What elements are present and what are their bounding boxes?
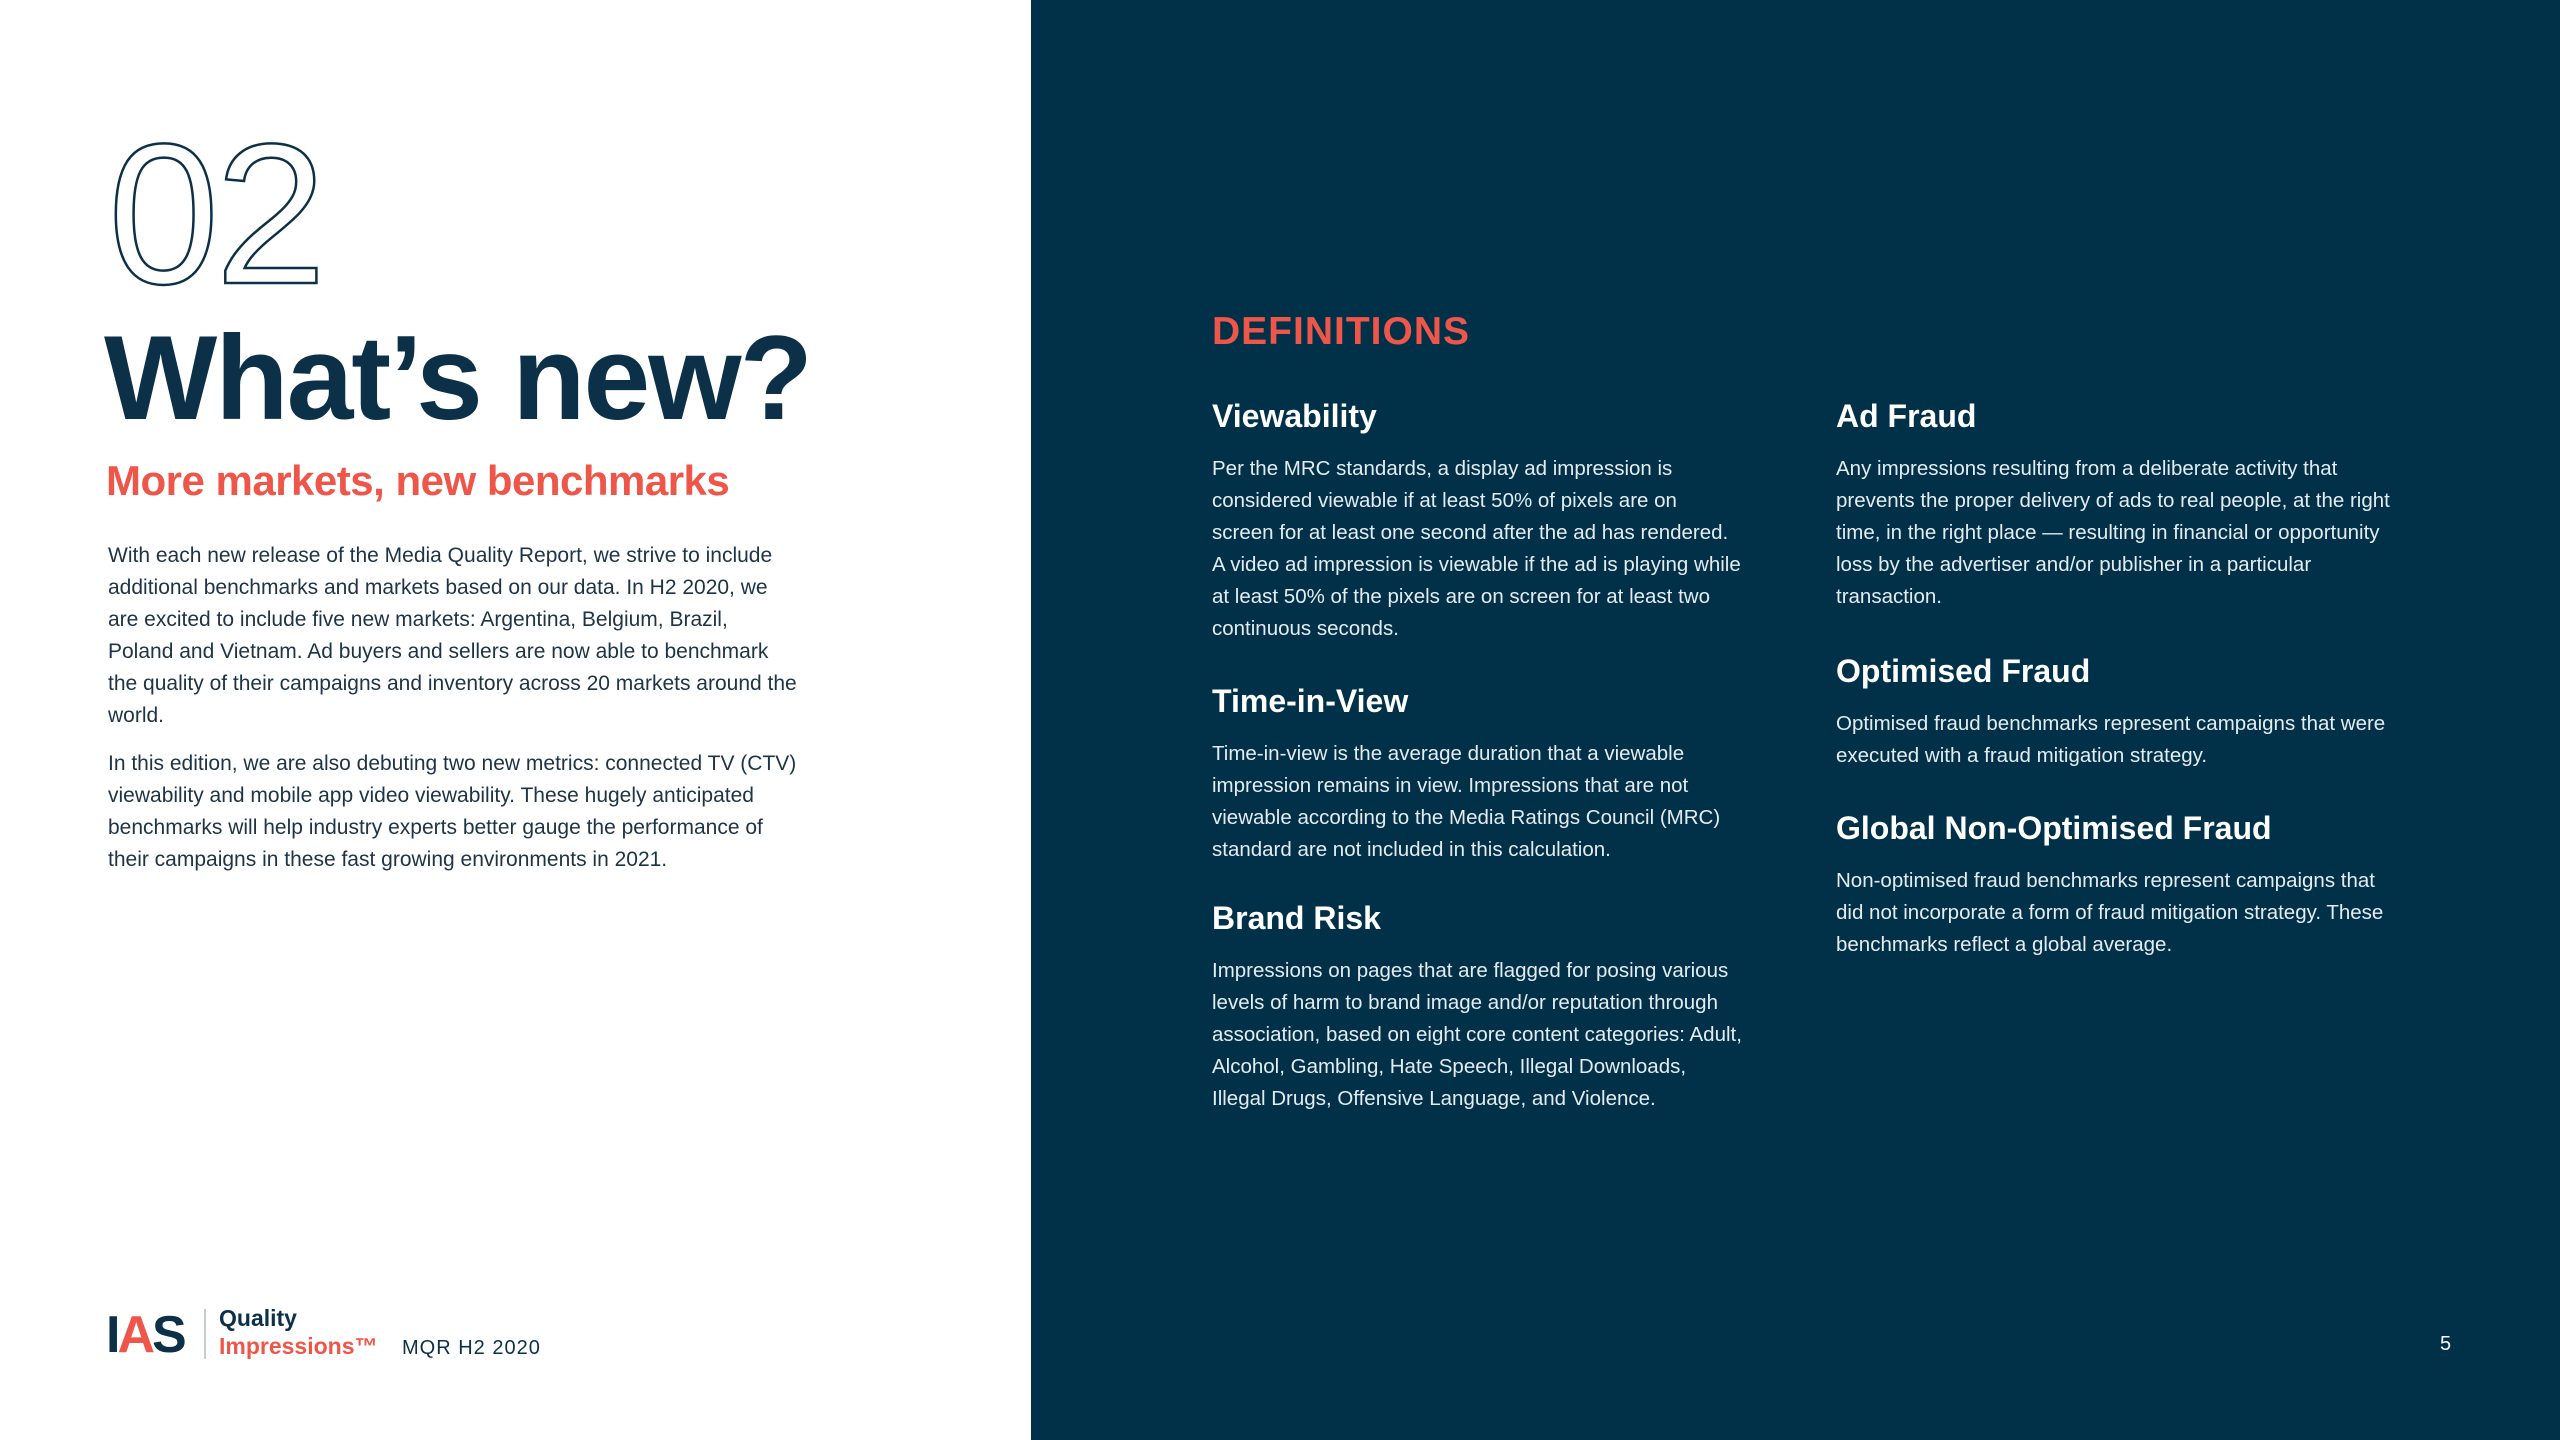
section-number: 02 — [108, 103, 323, 326]
definition-ad-fraud — [1836, 398, 2396, 613]
logo-tagline-impressions: Impressions™ — [219, 1333, 378, 1359]
definition-optimised-fraud — [1836, 653, 2396, 772]
logo-tagline-quality: Quality — [219, 1305, 297, 1331]
definition-global-non-optimised-fraud — [1836, 810, 2396, 961]
definition-term: Time-in-View — [1212, 683, 1409, 719]
intro-text — [108, 540, 798, 892]
definition-text: Per the MRC standards, a display ad impression is considered viewable if at least 50% of pixels are on screen for at least one second after the ad has rendered. A video ad impression is viewable if the ad is playing while at least 50% of the pixels are on screen for at least two continuous seconds. — [1212, 456, 1741, 640]
definition-text: Impressions on pages that are flagged for posing various levels of harm to brand image and/or reputation through association, based on eight core content categories: Adult, Alcohol, Gambling, Hate Speech, Illegal Downloads, Illegal Drugs, Offensive Language, and Violence. — [1212, 958, 1742, 1110]
intro-paragraph: With each new release of the Media Quality Report, we strive to include additional benchmarks and markets based on our data. In H2 2020, we are excited to include five new markets: Argentina, Belgium, Brazil, Poland and Vietnam. Ad buyers and sellers are now able to benchmark the quality of their campaigns and inventory across 20 markets around the world. — [108, 544, 797, 727]
page-subtitle: More markets, new benchmarks — [106, 457, 730, 504]
definition-text: Optimised fraud benchmarks represent campaigns that were executed with a fraud mitigation strategy. — [1836, 711, 2386, 767]
definition-text: Time-in-view is the average duration that a viewable impression remains in view. Impressions that are not viewable according to the Media Ratings Council (MRC) standard are not included in this calculation. — [1212, 741, 1721, 861]
definition-text: Non-optimised fraud benchmarks represent campaigns that did not incorporate a form of fraud mitigation strategy. These benchmarks reflect a global average. — [1836, 868, 2384, 956]
definitions-heading: DEFINITIONS — [1212, 310, 1471, 353]
page-number: 5 — [2440, 1333, 2452, 1355]
definition-term: Brand Risk — [1212, 900, 1381, 936]
definition-term: Optimised Fraud — [1836, 653, 2091, 689]
intro-paragraph: In this edition, we are also debuting two new metrics: connected TV (CTV) viewability and mobile app video viewability. These hugely anticipated benchmarks will help industry experts better gauge the performance of their campaigns in these fast growing environments in 2021. — [108, 752, 797, 871]
left-panel — [0, 0, 1031, 1440]
report-label: MQR H2 2020 — [402, 1337, 541, 1359]
definition-time-in-view — [1212, 683, 1742, 866]
page-title: What’s new? — [104, 311, 811, 445]
definition-brand-risk — [1212, 900, 1742, 1115]
ias-logo-mark: IAS — [106, 1306, 184, 1364]
logo-divider — [204, 1309, 206, 1359]
definition-term: Viewability — [1212, 398, 1377, 434]
definition-term: Global Non-Optimised Fraud — [1836, 810, 2272, 846]
definition-text: Any impressions resulting from a deliberate activity that prevents the proper delivery of ads to real people, at the right time, in the right place — resulting in financial or opportunity loss by the advertiser and/or publisher in a particular transaction. — [1836, 456, 2390, 608]
definition-viewability — [1212, 398, 1742, 645]
definition-term: Ad Fraud — [1836, 398, 1977, 434]
